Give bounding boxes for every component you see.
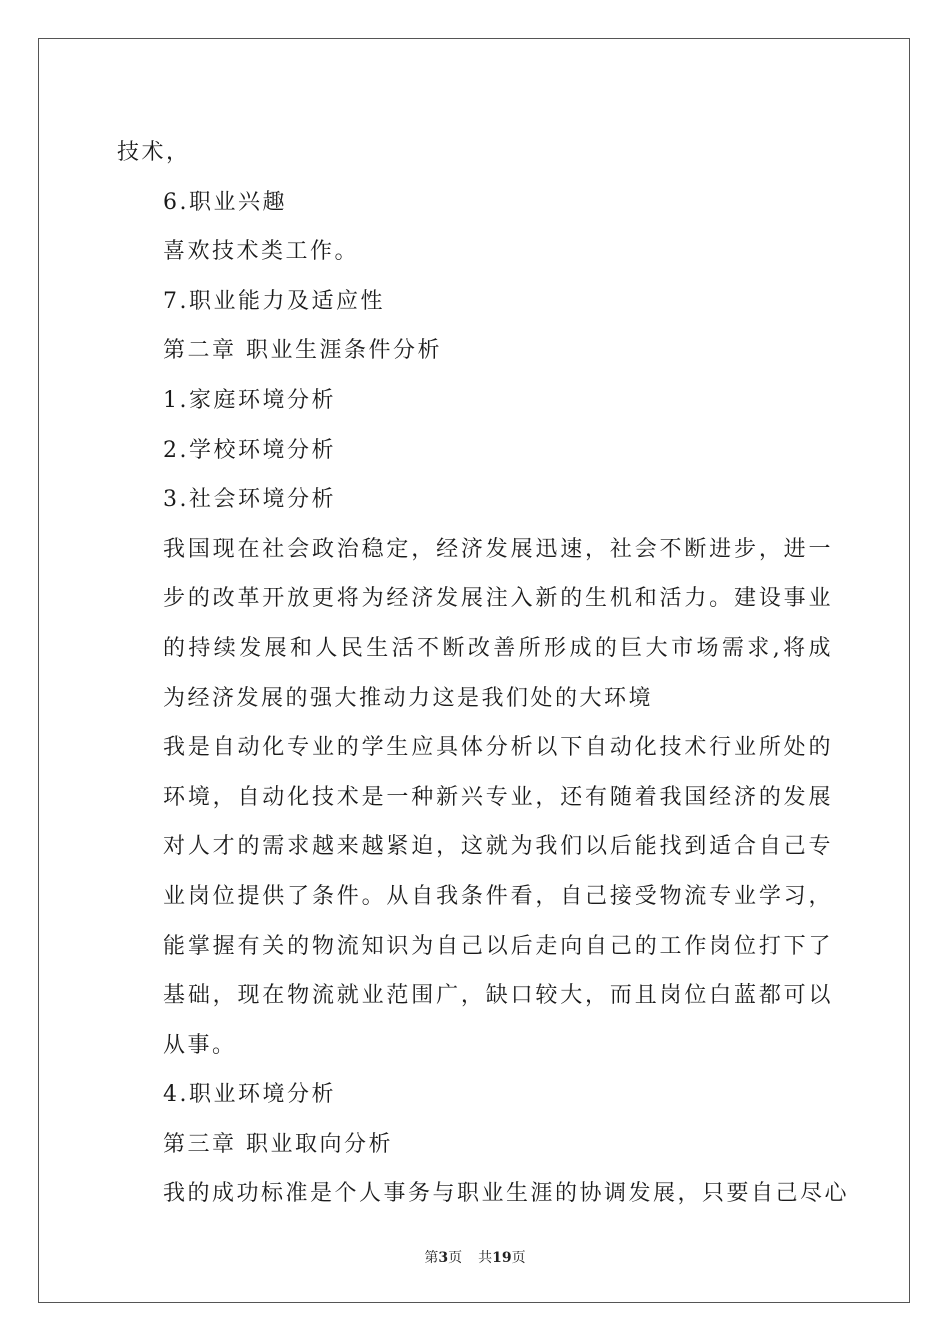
page-suffix: 页 bbox=[448, 1250, 463, 1266]
list-item-family-environment: 1.家庭环境分析 bbox=[163, 387, 336, 413]
chapter-heading-2: 第二章 职业生涯条件分析 bbox=[163, 338, 442, 364]
list-item-school-environment: 2.学校环境分析 bbox=[163, 437, 336, 463]
page-prefix: 第 bbox=[424, 1250, 439, 1266]
list-item-career-interest: 6.职业兴趣 bbox=[163, 189, 287, 215]
paragraph-success-standard: 我的成功标准是个人事务与职业生涯的协调发展，只要自己尽心 bbox=[163, 1181, 850, 1207]
paragraph: 喜欢技术类工作。 bbox=[163, 239, 360, 265]
total-prefix: 共 bbox=[478, 1250, 493, 1266]
chapter-heading-3: 第三章 职业取向分析 bbox=[163, 1131, 393, 1157]
list-item-career-ability: 7.职业能力及适应性 bbox=[163, 288, 385, 314]
total-suffix: 页 bbox=[511, 1250, 526, 1266]
list-item-career-environment: 4.职业环境分析 bbox=[163, 1082, 336, 1108]
total-pages: 19 bbox=[492, 1250, 512, 1266]
paragraph: 技术， bbox=[117, 140, 191, 165]
page-number: 3 bbox=[438, 1250, 449, 1266]
paragraph-industry-analysis: 我是自动化专业的学生应具体分析以下自动化技术行业所处的环境，自动化技术是一种新兴专业，还有随着我国经济的发展对人才的需求越来越紧迫，这就为我们以后能找到适合自己专业岗位提供了条件。从自我条件看，自己接受物流专业学习，能掌握有关的物流知识为自己以后走向自己的工作岗位打下了基础，现在物流就业范围广，缺口较大，而且岗位白蓝都可以从事。 bbox=[163, 735, 833, 1058]
document-body bbox=[117, 128, 850, 1219]
page-footer bbox=[0, 1247, 950, 1267]
list-item-social-environment: 3.社会环境分析 bbox=[163, 487, 336, 513]
paragraph-social-analysis: 我国现在社会政治稳定，经济发展迅速，社会不断进步，进一步的改革开放更将为经济发展注入新的生机和活力。建设事业的持续发展和人民生活不断改善所形成的巨大市场需求,将成为经济发展的强大推动力这是我们处的大环境 bbox=[163, 536, 833, 711]
